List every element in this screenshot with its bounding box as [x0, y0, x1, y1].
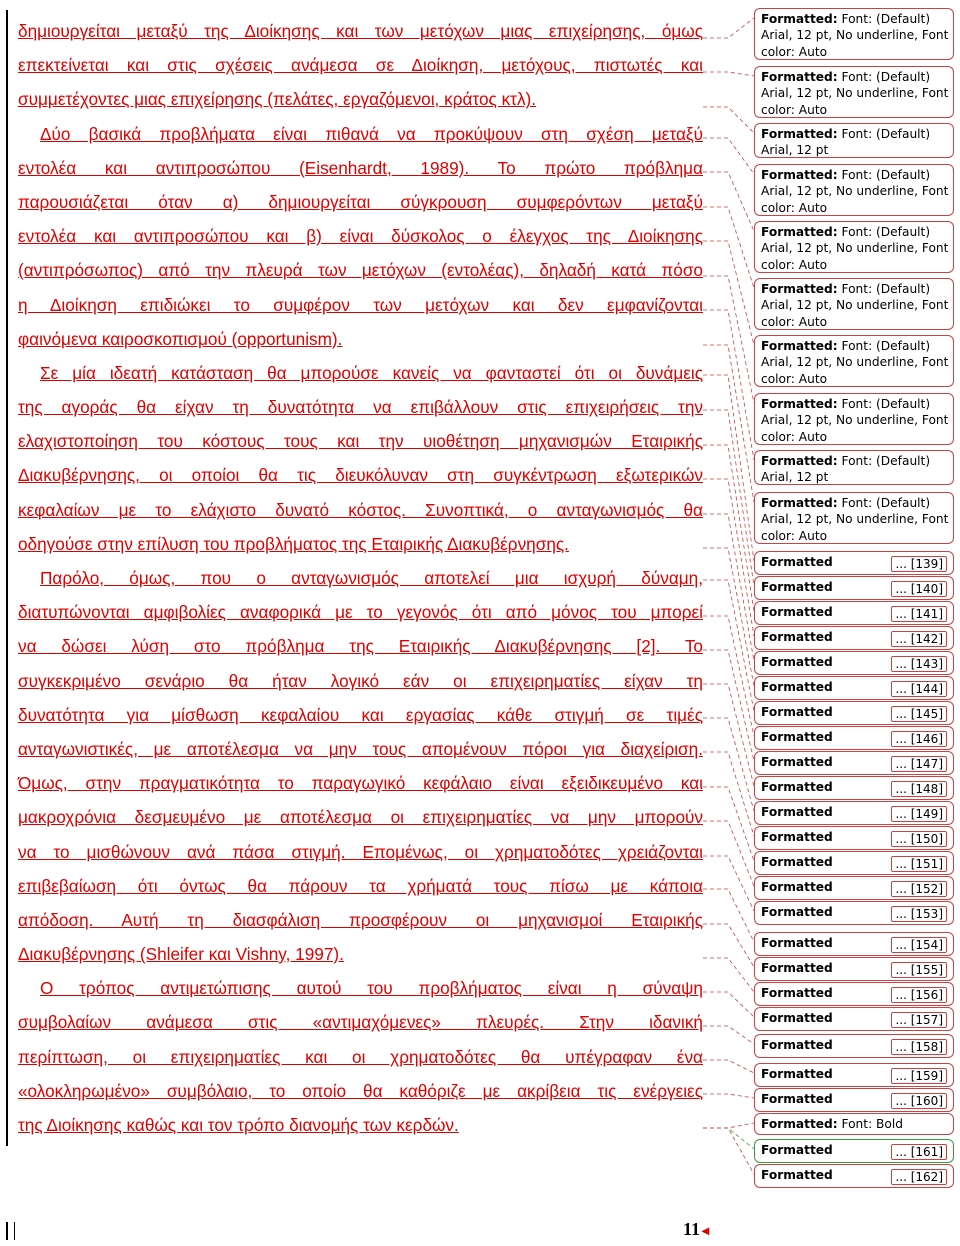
text-line: περίπτωση, οι επιχειρηματίες και οι χρηματοδότες θα υπέγραφαν ένα: [18, 1046, 703, 1067]
text-line: Ο τρόπος αντιμετώπισης αυτού του προβλήματος είναι η σύναψη: [40, 978, 703, 999]
balloon-ref-link[interactable]: ... [159]: [891, 1068, 947, 1084]
balloon-label: Formatted: [761, 830, 833, 844]
revision-balloon[interactable]: [754, 901, 954, 925]
balloon-leader-line: [703, 821, 754, 886]
balloon-ref-link[interactable]: ... [153]: [891, 906, 947, 922]
balloon-leader-line: [703, 752, 754, 836]
revision-balloon[interactable]: [754, 801, 954, 825]
text-line: επιβεβαίωση ότι όντως θα πάρουν τα χρήματά τους πίσω με κάποια: [18, 875, 703, 896]
text-line: Διακυβέρνησης (Shleifer και Vishny, 1997).: [18, 944, 344, 965]
revision-balloon[interactable]: [754, 1034, 954, 1058]
balloon-leader-line: [703, 72, 754, 76]
balloon-label: Formatted:: [761, 339, 838, 353]
balloon-text: Font: (Default) Arial, 12 pt, No underline, Font color: Auto: [761, 282, 949, 329]
balloon-leader-line: [703, 787, 754, 861]
revision-balloon[interactable]: [754, 221, 954, 273]
balloon-text: Font: (Default) Arial, 12 pt, No underline, Font color: Auto: [761, 339, 949, 386]
revision-balloon[interactable]: [754, 1088, 954, 1112]
balloon-leader-line: [703, 241, 754, 345]
balloon-label: Formatted: [761, 755, 833, 769]
revision-balloon[interactable]: [754, 957, 954, 981]
revision-balloon[interactable]: [754, 1164, 954, 1188]
text-line: διατυπώνονται αμφιβολίες αναφορικά με το γεγονός ότι από μόνος του μπορεί: [18, 602, 703, 623]
balloon-label: Formatted:: [761, 70, 838, 84]
balloon-label: Formatted: [761, 605, 833, 619]
text-line: η Διοίκηση επιδιώκει το συμφέρον των μετόχων και δεν εμφανίζονται: [18, 294, 703, 315]
balloon-text: Font: (Default) Arial, 12 pt, No underline, Font color: Auto: [761, 496, 949, 543]
revision-balloon[interactable]: [754, 450, 954, 485]
balloon-leader-line: [703, 856, 754, 911]
balloon-label: Formatted: [761, 580, 833, 594]
balloon-ref-link[interactable]: ... [146]: [891, 731, 947, 747]
revision-balloon[interactable]: [754, 982, 954, 1006]
balloon-label: Formatted:: [761, 454, 838, 468]
text-line: εντολέα και αντιπροσώπου (Eisenhardt, 1989). Το πρώτο πρόβλημα: [18, 157, 703, 178]
text-line: να δώσει λύση στο πρόβλημα της Εταιρικής Διακυβέρνησης [2]. Το: [18, 636, 703, 657]
balloon-ref-link[interactable]: ... [148]: [891, 781, 947, 797]
balloon-label: Formatted: [761, 680, 833, 694]
balloon-text: Font: (Default) Arial, 12 pt, No underline, Font color: Auto: [761, 168, 949, 215]
revision-balloon[interactable]: [754, 66, 954, 118]
revision-balloon[interactable]: [754, 1113, 954, 1135]
balloon-leader-line: [703, 958, 754, 992]
balloon-leader-line: [703, 1128, 754, 1149]
balloon-text: Font: (Default) Arial, 12 pt, No underline, Font color: Auto: [761, 12, 949, 59]
revision-balloon[interactable]: [754, 676, 954, 700]
revision-balloon[interactable]: [754, 1007, 954, 1031]
text-line: δυνατότητα για μίσθωση κεφαλαίου και εργασίας κάθε στιγμή σε τιμές: [18, 704, 703, 725]
insertion-caret-icon: ◂: [702, 1224, 710, 1239]
balloon-leader-line: [703, 445, 754, 611]
revision-balloon[interactable]: [754, 1139, 954, 1163]
balloon-ref-link[interactable]: ... [160]: [891, 1093, 947, 1109]
balloon-label: Formatted: [761, 936, 833, 950]
balloon-leader-line: [703, 138, 754, 174]
balloon-label: Formatted: [761, 705, 833, 719]
balloon-leader-line: [703, 718, 754, 811]
balloon-leader-line: [703, 580, 754, 711]
balloon-text: Font: Bold: [837, 1117, 903, 1131]
balloon-leader-line: [703, 889, 754, 942]
balloon-leader-line: [703, 276, 754, 403]
revision-balloon[interactable]: [754, 876, 954, 900]
balloon-label: Formatted: [761, 780, 833, 794]
revision-balloon[interactable]: [754, 851, 954, 875]
balloon-label: Formatted:: [761, 168, 838, 182]
text-line: Σε μία ιδεατή κατάσταση θα μπορούσε κανείς να φανταστεί ότι οι δυνάμεις: [40, 362, 703, 383]
text-line: εντολέα και αντιπροσώπου και β) είναι δύσκολος ο έλεγχος της Διοίκησης: [18, 226, 703, 247]
page-number-text: 11: [683, 1219, 701, 1239]
balloon-ref-link[interactable]: ... [161]: [891, 1144, 947, 1160]
balloon-leader-line: [703, 1094, 754, 1098]
balloon-leader-line: [703, 650, 754, 761]
balloon-label: Formatted: [761, 905, 833, 919]
balloon-ref-link[interactable]: ... [162]: [891, 1169, 947, 1185]
balloon-label: Formatted: [761, 805, 833, 819]
balloon-ref-link[interactable]: ... [155]: [891, 962, 947, 978]
balloon-ref-link[interactable]: ... [139]: [891, 556, 947, 572]
balloon-leader-line: [703, 1123, 754, 1128]
text-line: Δύο βασικά προβλήματα είναι πιθανά να προκύψουν στη σχέση μεταξύ: [40, 123, 703, 144]
revision-balloon[interactable]: [754, 1063, 954, 1087]
text-line: ανταγωνιστικές, με αποτέλεσμα να μην τους απομένουν πόροι για διαχείριση.: [18, 738, 703, 759]
revision-balloon[interactable]: [754, 8, 954, 60]
balloon-text: Font: (Default) Arial, 12 pt: [761, 127, 931, 158]
balloon-ref-link[interactable]: ... [149]: [891, 806, 947, 822]
revision-balloon[interactable]: [754, 123, 954, 158]
balloon-ref-link[interactable]: ... [141]: [891, 606, 947, 622]
balloon-ref-link[interactable]: ... [147]: [891, 756, 947, 772]
balloon-leader-line: [703, 1060, 754, 1073]
balloon-ref-link[interactable]: ... [158]: [891, 1039, 947, 1055]
balloon-ref-link[interactable]: ... [142]: [891, 631, 947, 647]
balloon-label: Formatted:: [761, 225, 838, 239]
text-line: «ολοκληρωμένο» συμβόλαιο, το οποίο θα καθόριζε με ακρίβεια τις ενέργειες: [18, 1080, 703, 1101]
balloon-text: Font: (Default) Arial, 12 pt, No underline, Font color: Auto: [761, 225, 949, 272]
balloon-label: Formatted: [761, 555, 833, 569]
text-line: οδηγούσε στην επίλυση του προβλήματος της Εταιρικής Διακυβέρνησης.: [18, 533, 569, 554]
text-line: μακροχρόνια δεσμευμένο με αποτέλεσμα οι επιχειρηματίες να μην μπορούν: [18, 807, 703, 828]
balloon-label: Formatted:: [761, 1117, 838, 1131]
text-line: κεφαλαίων με το ελάχιστο δυνατό κόστος. Συνοπτικά, ο ανταγωνισμός θα: [18, 499, 703, 520]
balloon-leader-line: [703, 924, 754, 967]
revision-balloon[interactable]: [754, 492, 954, 544]
revision-balloon[interactable]: [754, 776, 954, 800]
balloon-ref-link[interactable]: ... [144]: [891, 681, 947, 697]
balloon-ref-link[interactable]: ... [150]: [891, 831, 947, 847]
balloon-text: Font: (Default) Arial, 12 pt, No underline, Font color: Auto: [761, 70, 949, 117]
balloon-label: Formatted:: [761, 127, 838, 141]
balloon-leader-line: [703, 18, 754, 38]
balloon-leader-line: [703, 345, 754, 502]
balloon-label: Formatted:: [761, 496, 838, 510]
revision-balloon[interactable]: [754, 576, 954, 600]
text-line: (αντιπρόσωπος) από την πλευρά των μετόχων (εντολέας), δηλαδή κατά πόσο: [18, 260, 703, 281]
balloon-ref-link[interactable]: ... [151]: [891, 856, 947, 872]
balloon-label: Formatted:: [761, 282, 838, 296]
balloon-label: Formatted:: [761, 397, 838, 411]
text-line: συμμετέχοντες μιας επιχείρησης (πελάτες, εργαζόμενοι, κράτος κτλ).: [18, 89, 537, 110]
text-line: επεκτείνεται και στις σχέσεις ανάμεσα σε Διοίκηση, μετόχους, πιστωτές και: [18, 55, 703, 76]
balloon-label: Formatted: [761, 1011, 833, 1025]
balloon-ref-link[interactable]: ... [156]: [891, 987, 947, 1003]
balloon-label: Formatted: [761, 1067, 833, 1081]
balloon-label: Formatted: [761, 986, 833, 1000]
balloon-label: Formatted: [761, 880, 833, 894]
revision-balloon[interactable]: [754, 335, 954, 387]
balloon-label: Formatted: [761, 1168, 833, 1182]
text-line: φαινόμενα καιροσκοπισμού (opportunism).: [18, 328, 343, 349]
balloon-leader-line: [703, 479, 754, 636]
text-line: παρουσιάζεται όταν α) δημιουργείται σύγκρουση συμφερόντων μεταξύ: [18, 191, 703, 212]
text-line: της Διοίκησης καθώς και τον τρόπο διανομής των κερδών.: [18, 1115, 459, 1135]
balloon-label: Formatted: [761, 1092, 833, 1106]
balloon-label: Formatted: [761, 961, 833, 975]
balloon-label: Formatted: [761, 855, 833, 869]
balloon-ref-link[interactable]: ... [140]: [891, 581, 947, 597]
revision-balloon[interactable]: [754, 393, 954, 445]
balloon-ref-link[interactable]: ... [145]: [891, 706, 947, 722]
balloon-leader-line: [703, 310, 754, 460]
balloon-leader-line: [703, 1026, 754, 1044]
text-line: δημιουργείται μεταξύ της Διοίκησης και των μετόχων μιας επιχείρησης, όμως: [18, 21, 703, 41]
text-line: Παρόλο, όμως, που ο ανταγωνισμός αποτελεί μια ισχυρή δύναμη,: [40, 568, 703, 588]
text-line: Όμως, στην πραγματικότητα το παραγωγικό κεφάλαιο είναι εξειδικευμένο και: [18, 773, 703, 794]
revision-balloon[interactable]: [754, 164, 954, 216]
balloon-ref-link[interactable]: ... [143]: [891, 656, 947, 672]
balloon-label: Formatted: [761, 1143, 833, 1157]
text-line: απόδοση. Αυτή τη διασφάλιση προσφέρουν οι μηχανισμοί Εταιρικής: [18, 909, 703, 930]
balloon-label: Formatted: [761, 655, 833, 669]
balloon-label: Formatted:: [761, 12, 838, 26]
balloon-leader-line: [703, 1128, 754, 1174]
balloon-label: Formatted: [761, 1038, 833, 1052]
balloon-leader-line: [703, 684, 754, 786]
balloon-leader-line: [703, 992, 754, 1017]
revision-balloon[interactable]: [754, 651, 954, 675]
balloon-label: Formatted: [761, 730, 833, 744]
revision-balloon[interactable]: [754, 726, 954, 750]
revision-balloon[interactable]: [754, 601, 954, 625]
revision-balloon[interactable]: [754, 826, 954, 850]
revision-balloon[interactable]: [754, 751, 954, 775]
text-line: να το μισθώνουν ανά πάσα στιγμή. Επομένως, οι χρηματοδότες χρειάζονται: [18, 841, 703, 862]
revision-balloon[interactable]: [754, 551, 954, 575]
text-line: συγκεκριμένο σενάριο θα ήταν λογικό εάν οι επιχειρηματίες είχαν τη: [18, 670, 703, 691]
revision-balloon[interactable]: [754, 626, 954, 650]
revision-balloon[interactable]: [754, 278, 954, 330]
balloon-text: Font: (Default) Arial, 12 pt: [761, 454, 931, 485]
revision-balloon[interactable]: [754, 701, 954, 725]
text-line: συμβολαίων ανάμεσα στις «αντιμαχόμενες» πλευρές. Στην ιδανική: [18, 1012, 703, 1033]
balloon-text: Font: (Default) Arial, 12 pt, No underline, Font color: Auto: [761, 397, 949, 444]
text-line: της αγοράς θα είχαν τη δυνατότητα να επιβάλλουν στις επιχειρήσεις την: [18, 397, 703, 418]
revision-balloon[interactable]: [754, 932, 954, 956]
balloon-ref-link[interactable]: ... [157]: [891, 1012, 947, 1028]
balloon-ref-link[interactable]: ... [154]: [891, 937, 947, 953]
balloon-ref-link[interactable]: ... [152]: [891, 881, 947, 897]
balloon-label: Formatted: [761, 630, 833, 644]
balloon-leader-line: [703, 107, 754, 133]
text-line: Διακυβέρνησης, οι οποίοι θα τις διευκόλυναν στη συγκέντρωση εξωτερικών: [18, 465, 703, 486]
balloon-leader-line: [703, 172, 754, 231]
text-line: ελαχιστοποίηση του κόστους τους και την υιοθέτηση μηχανισμών Εταιρικής: [18, 431, 703, 452]
